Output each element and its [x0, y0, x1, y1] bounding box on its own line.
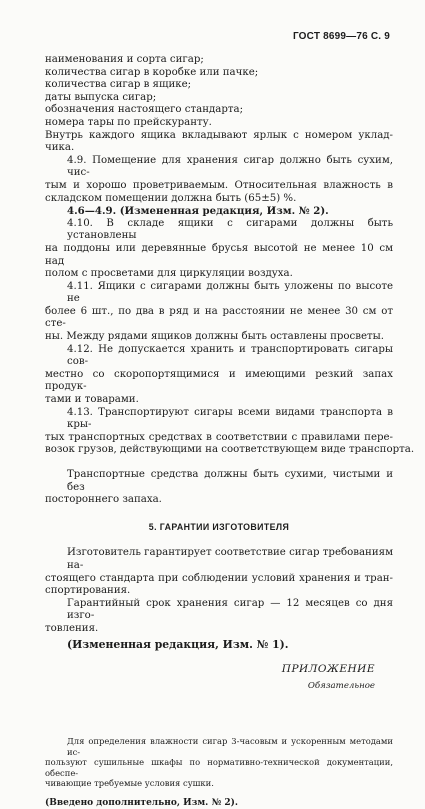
- text-line: 4.11. Ящики с сигарами должны быть уложены по высоте не: [67, 280, 393, 305]
- list-item: количества сигар в коробке или пачке;: [45, 66, 259, 78]
- text-line: складском помещении должна быть (65±5) %.: [45, 192, 297, 204]
- text-line: Транспортные средства должны быть сухими, чистыми и без: [67, 469, 393, 493]
- text-line: тами и товарами.: [45, 394, 139, 406]
- text-line: чивающие требуемые условия сушки.: [45, 777, 214, 788]
- text-line: Для определения влажности сигар 3-часовым и ускоренным методами ис-: [67, 736, 393, 757]
- paragraph-4-10: [45, 218, 393, 281]
- paragraph-label: [45, 130, 393, 155]
- text-line: на поддоны или деревянные брусья высотой не менее 10 см над: [45, 242, 393, 267]
- appendix-title: ПРИЛОЖЕНИЕ: [281, 663, 375, 676]
- appendix-subtitle: Обязательное: [307, 680, 375, 691]
- text-line: более 6 шт., по два в ряд и на расстоянии не менее 30 см от сте-: [45, 305, 393, 330]
- revision-note: (Введено дополнительно, Изм. № 2).: [45, 798, 239, 809]
- paragraph-4-9: [45, 155, 393, 205]
- text-line: Гарантийный срок хранения сигар — 12 месяцев со дня изго-: [67, 597, 393, 622]
- list-item: обозначения настоящего стандарта;: [45, 104, 244, 116]
- list-item: количества сигар в ящике;: [45, 79, 192, 91]
- paragraph-4-13: [45, 406, 415, 457]
- text-line: стоящего стандарта при соблюдении условий хранения и тран-: [45, 572, 393, 584]
- revision-note: (Измененная редакция, Изм. № 1).: [67, 637, 289, 651]
- list-item: даты выпуска сигар;: [45, 91, 157, 103]
- text-line: Изготовитель гарантирует соответствие сигар требованиям на-: [67, 547, 393, 571]
- list-item: номера тары по прейскуранту.: [45, 116, 212, 128]
- paragraph-transport: [45, 469, 393, 507]
- appendix-note: [45, 736, 393, 808]
- text-line: 4.10. В складе ящики с сигарами должны быть установлены: [67, 217, 393, 242]
- text-line: 4.13. Транспортируют сигары всеми видами транспорта в кры-: [67, 406, 393, 431]
- spacer: [45, 651, 393, 663]
- document-body: [45, 54, 415, 809]
- paragraph-5-2: [45, 598, 393, 636]
- text-line: 4.9. Помещение для хранения сигар должно быть сухим, чис-: [67, 154, 393, 179]
- text-line: ны. Между рядами ящиков должны быть оставлены просветы.: [45, 331, 384, 343]
- paragraph-4-12: [45, 344, 393, 407]
- section-title: 5. ГАРАНТИИ ИЗГОТОВИТЕЛЯ: [148, 521, 290, 532]
- text-line: чика.: [45, 142, 75, 154]
- spacer: [45, 507, 393, 519]
- paragraph-5-1: [45, 547, 393, 597]
- spacer: [45, 457, 393, 469]
- text-line: пользуют сушильные шкафы по нормативно-технической документации, обеспе-: [45, 757, 393, 778]
- text-line: тых транспортных средствах в соответствии с правилами пере-: [45, 431, 393, 443]
- text-line: 4.12. Не допускается хранить и транспортировать сигары сов-: [67, 343, 393, 368]
- text-line: постороннего запаха.: [45, 494, 162, 506]
- text-line: товления.: [45, 622, 99, 634]
- text-line: Внутрь каждого ящика вкладывают ярлык с номером уклад-: [45, 129, 393, 141]
- text-line: возок грузов, действующими на соответствующем виде транспорта.: [45, 444, 415, 456]
- text-line: тым и хорошо проветриваемым. Относительная влажность в: [45, 179, 393, 191]
- revision-note: 4.6—4.9. (Измененная редакция, Изм. № 2).: [67, 205, 329, 218]
- marking-list: [45, 54, 393, 130]
- appendix-heading: [45, 663, 393, 692]
- text-line: полом с просветами для циркуляции воздуха.: [45, 268, 293, 280]
- list-item: наименования и сорта сигар;: [45, 54, 204, 65]
- text-line: местно со скоропортящимися и имеющими резкий запах продук-: [45, 368, 393, 393]
- page-header: ГОСТ 8699—76 С. 9: [292, 31, 390, 42]
- paragraph-4-11: [45, 281, 393, 344]
- text-line: спортирования.: [45, 585, 131, 597]
